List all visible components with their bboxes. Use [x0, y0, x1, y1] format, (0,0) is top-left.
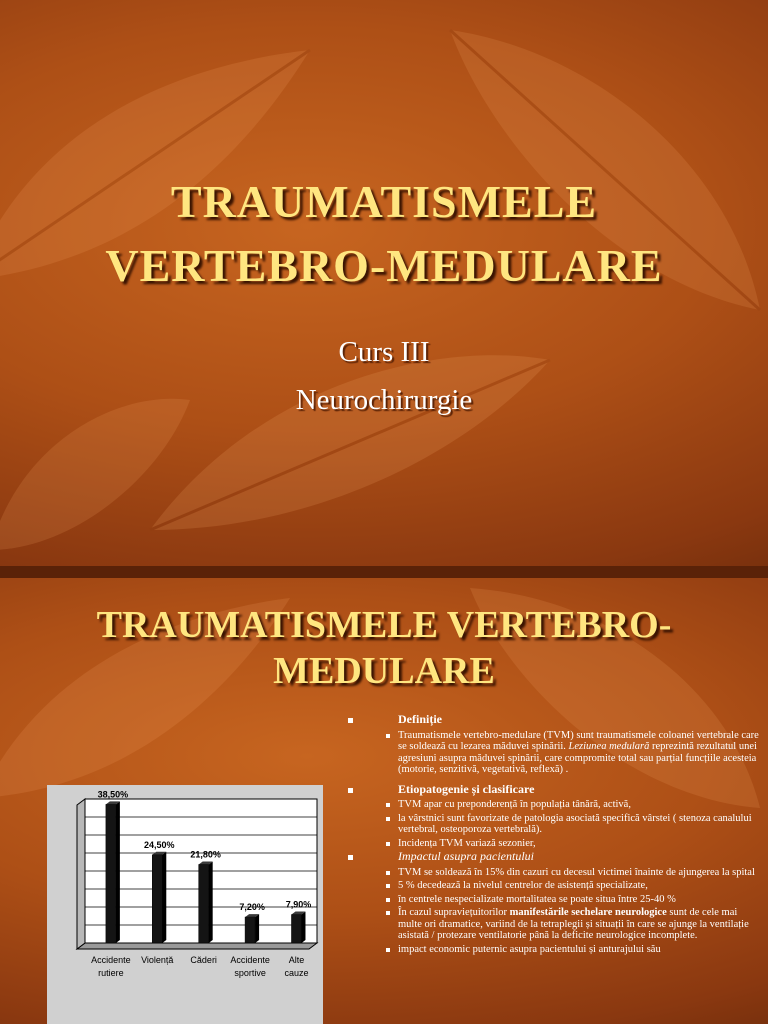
chart-side-wall	[77, 799, 85, 949]
bullet-item	[340, 944, 760, 956]
bullet-marker	[386, 817, 390, 821]
bullet-item	[340, 838, 760, 850]
category-label: rutiere	[98, 968, 124, 978]
bar-side	[162, 852, 166, 943]
bullet-marker	[386, 911, 390, 915]
bullet-text: TVM apar cu preponderență în populația tânără, activă,	[398, 799, 631, 810]
etiology-bar-chart	[47, 785, 323, 1024]
bullet-text: în centrele nespecializate mortalitatea se poate situa între 25-40 %	[398, 893, 676, 905]
bullet-marker	[386, 948, 390, 952]
bullet-item	[340, 907, 760, 942]
bar	[106, 804, 116, 943]
bar-side	[116, 801, 120, 943]
bullet-marker	[386, 884, 390, 888]
bullet-text: TVM se soldează în 15% din cazuri cu decesul victimei înainte de ajungerea la spital	[398, 866, 755, 878]
section-heading-text: Etiopatogenie și clasificare	[398, 781, 535, 796]
bar	[152, 855, 162, 943]
subtitle-discipline: Neurochirurgie	[295, 384, 473, 416]
category-label: Căderi	[190, 955, 217, 965]
bullet-text: reprezintă rezultatul unei agresiuni asupra măduvei spinării, care compromite total sau parțial funcțiile acesteia (motorie, senzitivă, vegetativă, reflexă) .	[398, 741, 757, 775]
bullet-text: sunt de cele mai multe ori dramatice, variind de la tetraplegii și situații în care se ajunge la ventilație asistată / protezare ventilatorie până la deficite neurologice incomplete.	[398, 907, 749, 941]
category-label: Accidente	[230, 955, 270, 965]
bullet-marker	[386, 842, 390, 846]
slide-title	[0, 602, 768, 694]
section-heading	[340, 851, 760, 864]
bullet-text: impact economic puternic asupra pacientului și anturajului său	[398, 943, 661, 955]
section-heading-text: Definiție	[398, 712, 442, 726]
bullet-marker	[386, 871, 390, 875]
bullet-text-italic: Leziunea medulară	[568, 741, 650, 752]
bullet-text-bold: manifestările sechelare neurologice	[509, 907, 667, 918]
category-label: Accidente	[91, 955, 131, 965]
chart-canvas	[47, 785, 323, 1024]
bullet-marker	[386, 734, 390, 738]
bullet-text: Incidența TVM variază sezonier,	[398, 837, 536, 849]
bullet-marker	[386, 803, 390, 807]
title-line: TRAUMATISMELE	[170, 176, 598, 227]
bullet-list	[340, 714, 760, 957]
bullet-item	[340, 730, 760, 776]
slide-title	[0, 170, 768, 298]
bar	[245, 917, 255, 943]
bullet-marker	[348, 788, 353, 793]
data-label: 7,90%	[285, 899, 312, 910]
title-line: MEDULARE	[273, 650, 495, 692]
bar	[199, 865, 209, 943]
data-label: 21,80%	[190, 849, 221, 860]
section-heading	[340, 781, 760, 797]
slide-separator	[0, 566, 768, 578]
bullet-marker	[386, 898, 390, 902]
bullet-text: la vârstnici sunt favorizate de patologia asociată specifică vârstei ( stenoza canalului vertebral, osteoporoza vertebrală).	[398, 812, 752, 835]
bullet-text: În cazul supraviețuitorilor	[398, 907, 510, 918]
bullet-item	[340, 799, 760, 811]
content-slide	[0, 578, 768, 1024]
category-label: Violență	[141, 955, 174, 965]
bullet-item	[340, 867, 760, 879]
section-heading	[340, 714, 760, 727]
category-label: cauze	[284, 968, 309, 978]
bullet-text: Traumatismele vertebro-medulare (TVM) sunt traumatismele coloanei vertebrale care se soldează cu lezarea măduvei spinării.	[398, 729, 759, 752]
bullet-item	[340, 880, 760, 892]
category-label: sportive	[234, 968, 266, 978]
bullet-item	[340, 813, 760, 836]
data-label: 7,20%	[239, 902, 265, 913]
chart-floor	[77, 943, 317, 949]
title-line: VERTEBRO-MEDULARE	[105, 240, 663, 291]
section-heading-text: Impactul asupra pacientului	[398, 849, 534, 863]
title-line: TRAUMATISMELE VERTEBRO-	[96, 604, 672, 646]
bar-side	[255, 914, 259, 943]
data-label: 38,50%	[97, 789, 129, 800]
data-label: 24,50%	[144, 839, 175, 850]
bullet-marker	[348, 718, 353, 723]
bar	[291, 915, 301, 943]
bar-side	[301, 912, 305, 943]
bullet-marker	[348, 855, 353, 860]
subtitle-course: Curs III	[338, 336, 430, 368]
category-label: Alte	[288, 955, 305, 965]
bullet-item	[340, 894, 760, 906]
bullet-text: 5 % decedează la nivelul centrelor de asistență specializate,	[398, 880, 648, 891]
bar-side	[209, 862, 213, 943]
